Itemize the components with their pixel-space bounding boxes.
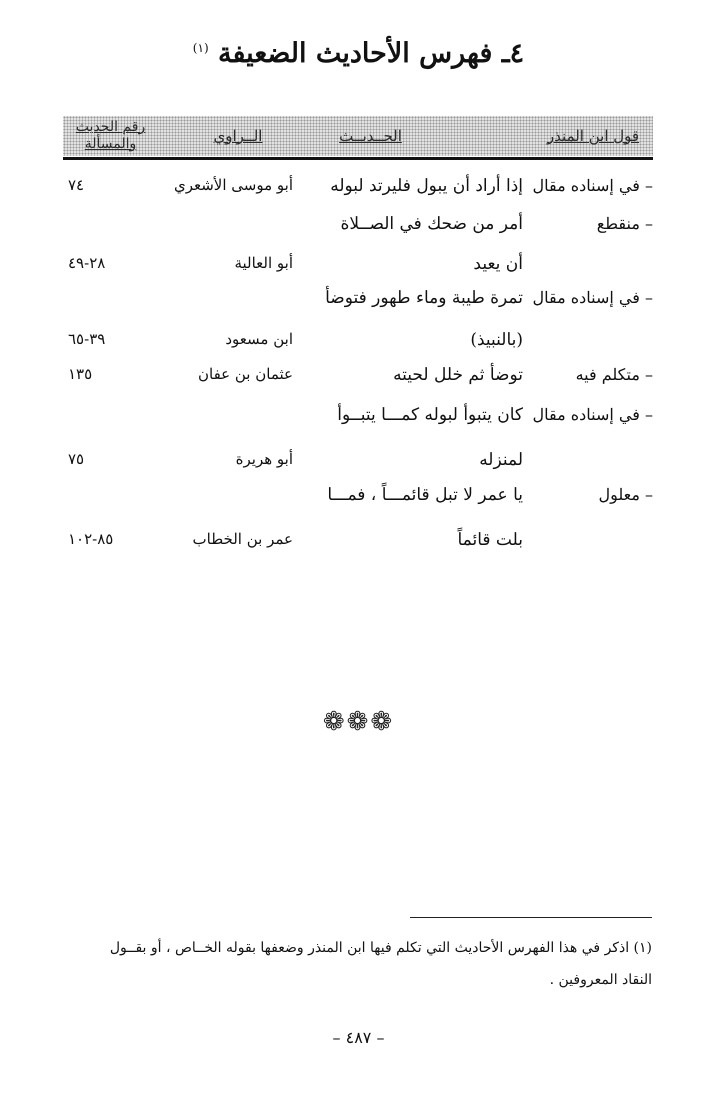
table-line bbox=[63, 176, 653, 214]
number-cell: ٧٤ bbox=[68, 176, 85, 194]
table-line bbox=[63, 330, 653, 368]
table-line bbox=[63, 405, 653, 443]
saying-cell: – في إسناده مقال bbox=[532, 405, 653, 424]
narrator-cell: ابن مسعود bbox=[225, 330, 293, 348]
table-line bbox=[63, 254, 653, 292]
table-header bbox=[63, 116, 653, 156]
table-line bbox=[63, 485, 653, 523]
table-line bbox=[63, 365, 653, 403]
saying-cell: – معلول bbox=[598, 485, 653, 504]
number-cell: ٨٥-١٠٢ bbox=[68, 530, 114, 548]
saying-cell: – منقطع bbox=[596, 214, 653, 233]
header-hadith: الحــديــث bbox=[339, 126, 402, 145]
hadith-cell: بلت قائماً bbox=[457, 530, 523, 550]
title-text: ٤ـ فهرس الأحاديث الضعيفة bbox=[218, 38, 525, 69]
hadith-cell: إذا أراد أن يبول فليرتد لبوله bbox=[330, 176, 523, 196]
number-cell: ٧٥ bbox=[68, 450, 85, 468]
hadith-cell: (بالنبيذ) bbox=[470, 330, 523, 350]
saying-cell: – في إسناده مقال bbox=[532, 176, 653, 195]
hadith-cell: تمرة طيبة وماء طهور فتوضأ bbox=[325, 288, 523, 308]
table-line bbox=[63, 450, 653, 488]
page-number: – ٤٨٧ – bbox=[332, 1028, 385, 1047]
footnote-divider bbox=[410, 917, 652, 918]
table-body bbox=[63, 160, 653, 580]
narrator-cell: عمر بن الخطاب bbox=[192, 530, 293, 548]
header-number-line1: رقم الحديث bbox=[75, 119, 146, 135]
footnote: (١) اذكر في هذا الفهرس الأحاديث التي تكلم فيها ابن المنذر وضعفها بقوله الخــاص ، أو بقــول النقاد المعروفين . bbox=[109, 940, 652, 988]
narrator-cell: عثمان بن عفان bbox=[198, 365, 293, 383]
hadith-cell: أن يعيد bbox=[473, 254, 523, 274]
table-line bbox=[63, 530, 653, 568]
table-line bbox=[63, 214, 653, 252]
flower-ornament-icon: ❁❁❁ bbox=[322, 707, 395, 737]
narrator-cell: أبو موسى الأشعري bbox=[173, 176, 293, 194]
title-footnote-marker: (١) bbox=[192, 41, 209, 55]
saying-cell: – متكلم فيه bbox=[575, 365, 653, 384]
hadith-cell: يا عمر لا تبل قائمـــاً ، فمـــا bbox=[327, 485, 523, 505]
header-number-line2: والمسألة bbox=[84, 136, 137, 152]
header-narrator: الــراوي bbox=[213, 126, 263, 145]
hadith-cell: لمنزله bbox=[479, 450, 523, 470]
number-cell: ٣٩-٦٥ bbox=[68, 330, 106, 348]
header-number bbox=[63, 116, 158, 156]
number-cell: ١٣٥ bbox=[68, 365, 93, 383]
hadith-cell: أمر من ضحك في الصــلاة bbox=[340, 214, 523, 234]
saying-cell: – في إسناده مقال bbox=[532, 288, 653, 307]
page-title bbox=[0, 38, 717, 69]
table-line bbox=[63, 288, 653, 326]
hadith-cell: توضأ ثم خلل لحيته bbox=[393, 365, 523, 385]
hadith-cell: كان يتبوأ لبوله كمـــا يتبــوأ bbox=[337, 405, 523, 425]
narrator-cell: أبو هريرة bbox=[235, 450, 293, 468]
number-cell: ٢٨-٤٩ bbox=[68, 254, 106, 272]
narrator-cell: أبو العالية bbox=[234, 254, 293, 272]
header-saying: قول ابن المنذر bbox=[546, 126, 640, 145]
